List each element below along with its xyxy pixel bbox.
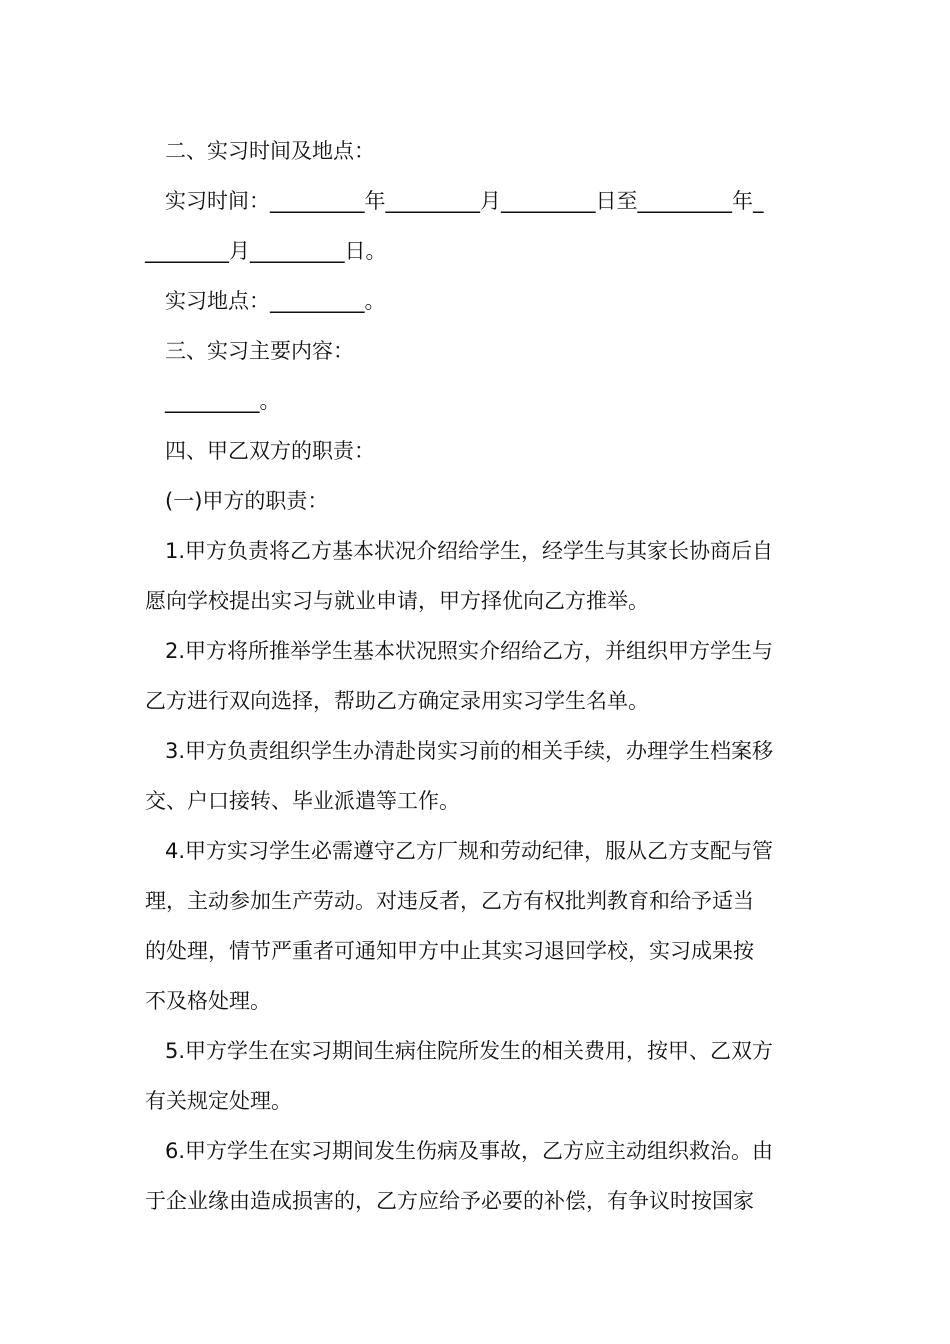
internship-place-line: 实习地点：_________。 (165, 289, 386, 313)
clause-5-line-1: 5.甲方学生在实习期间生病住院所发生的相关费用，按甲、乙双方 (165, 1039, 774, 1063)
clause-3-line-2: 交、户口接转、毕业派遣等工作。 (145, 789, 460, 813)
internship-content-blank: _________。 (165, 389, 281, 413)
clause-6-line-1: 6.甲方学生在实习期间发生伤病及事故，乙方应主动组织救治。由 (165, 1139, 774, 1163)
clause-4-line-4: 不及格处理。 (145, 989, 271, 1013)
document-body (145, 126, 810, 1226)
subsection-heading-party-a: (一)甲方的职责： (165, 489, 329, 513)
section-heading-duties: 四、甲乙双方的职责： (165, 439, 375, 463)
section-heading-time-place: 二、实习时间及地点： (165, 139, 375, 163)
internship-time-line-continued: ________月_________日。 (145, 239, 387, 263)
clause-4-line-2: 理，主动参加生产劳动。对违反者，乙方有权批判教育和给予适当 (145, 889, 754, 913)
clause-5-line-2: 有关规定处理。 (145, 1089, 292, 1113)
clause-2-line-2: 乙方进行双向选择，帮助乙方确定录用实习学生名单。 (145, 689, 649, 713)
internship-time-line: 实习时间：_________年_________月_________日至_________年_ (165, 189, 764, 213)
clause-6-line-2: 于企业缘由造成损害的，乙方应给予必要的补偿，有争议时按国家 (145, 1189, 754, 1213)
clause-2-line-1: 2.甲方将所推举学生基本状况照实介绍给乙方，并组织甲方学生与 (165, 639, 774, 663)
clause-1-line-2: 愿向学校提出实习与就业申请，甲方择优向乙方推举。 (145, 589, 649, 613)
clause-4-line-3: 的处理，情节严重者可通知甲方中止其实习退回学校，实习成果按 (145, 939, 754, 963)
clause-1-line-1: 1.甲方负责将乙方基本状况介绍给学生，经学生与其家长协商后自 (165, 539, 774, 563)
section-heading-content: 三、实习主要内容： (165, 339, 354, 363)
clause-4-line-1: 4.甲方实习学生必需遵守乙方厂规和劳动纪律，服从乙方支配与管 (165, 839, 774, 863)
clause-3-line-1: 3.甲方负责组织学生办清赴岗实习前的相关手续，办理学生档案移 (165, 739, 774, 763)
